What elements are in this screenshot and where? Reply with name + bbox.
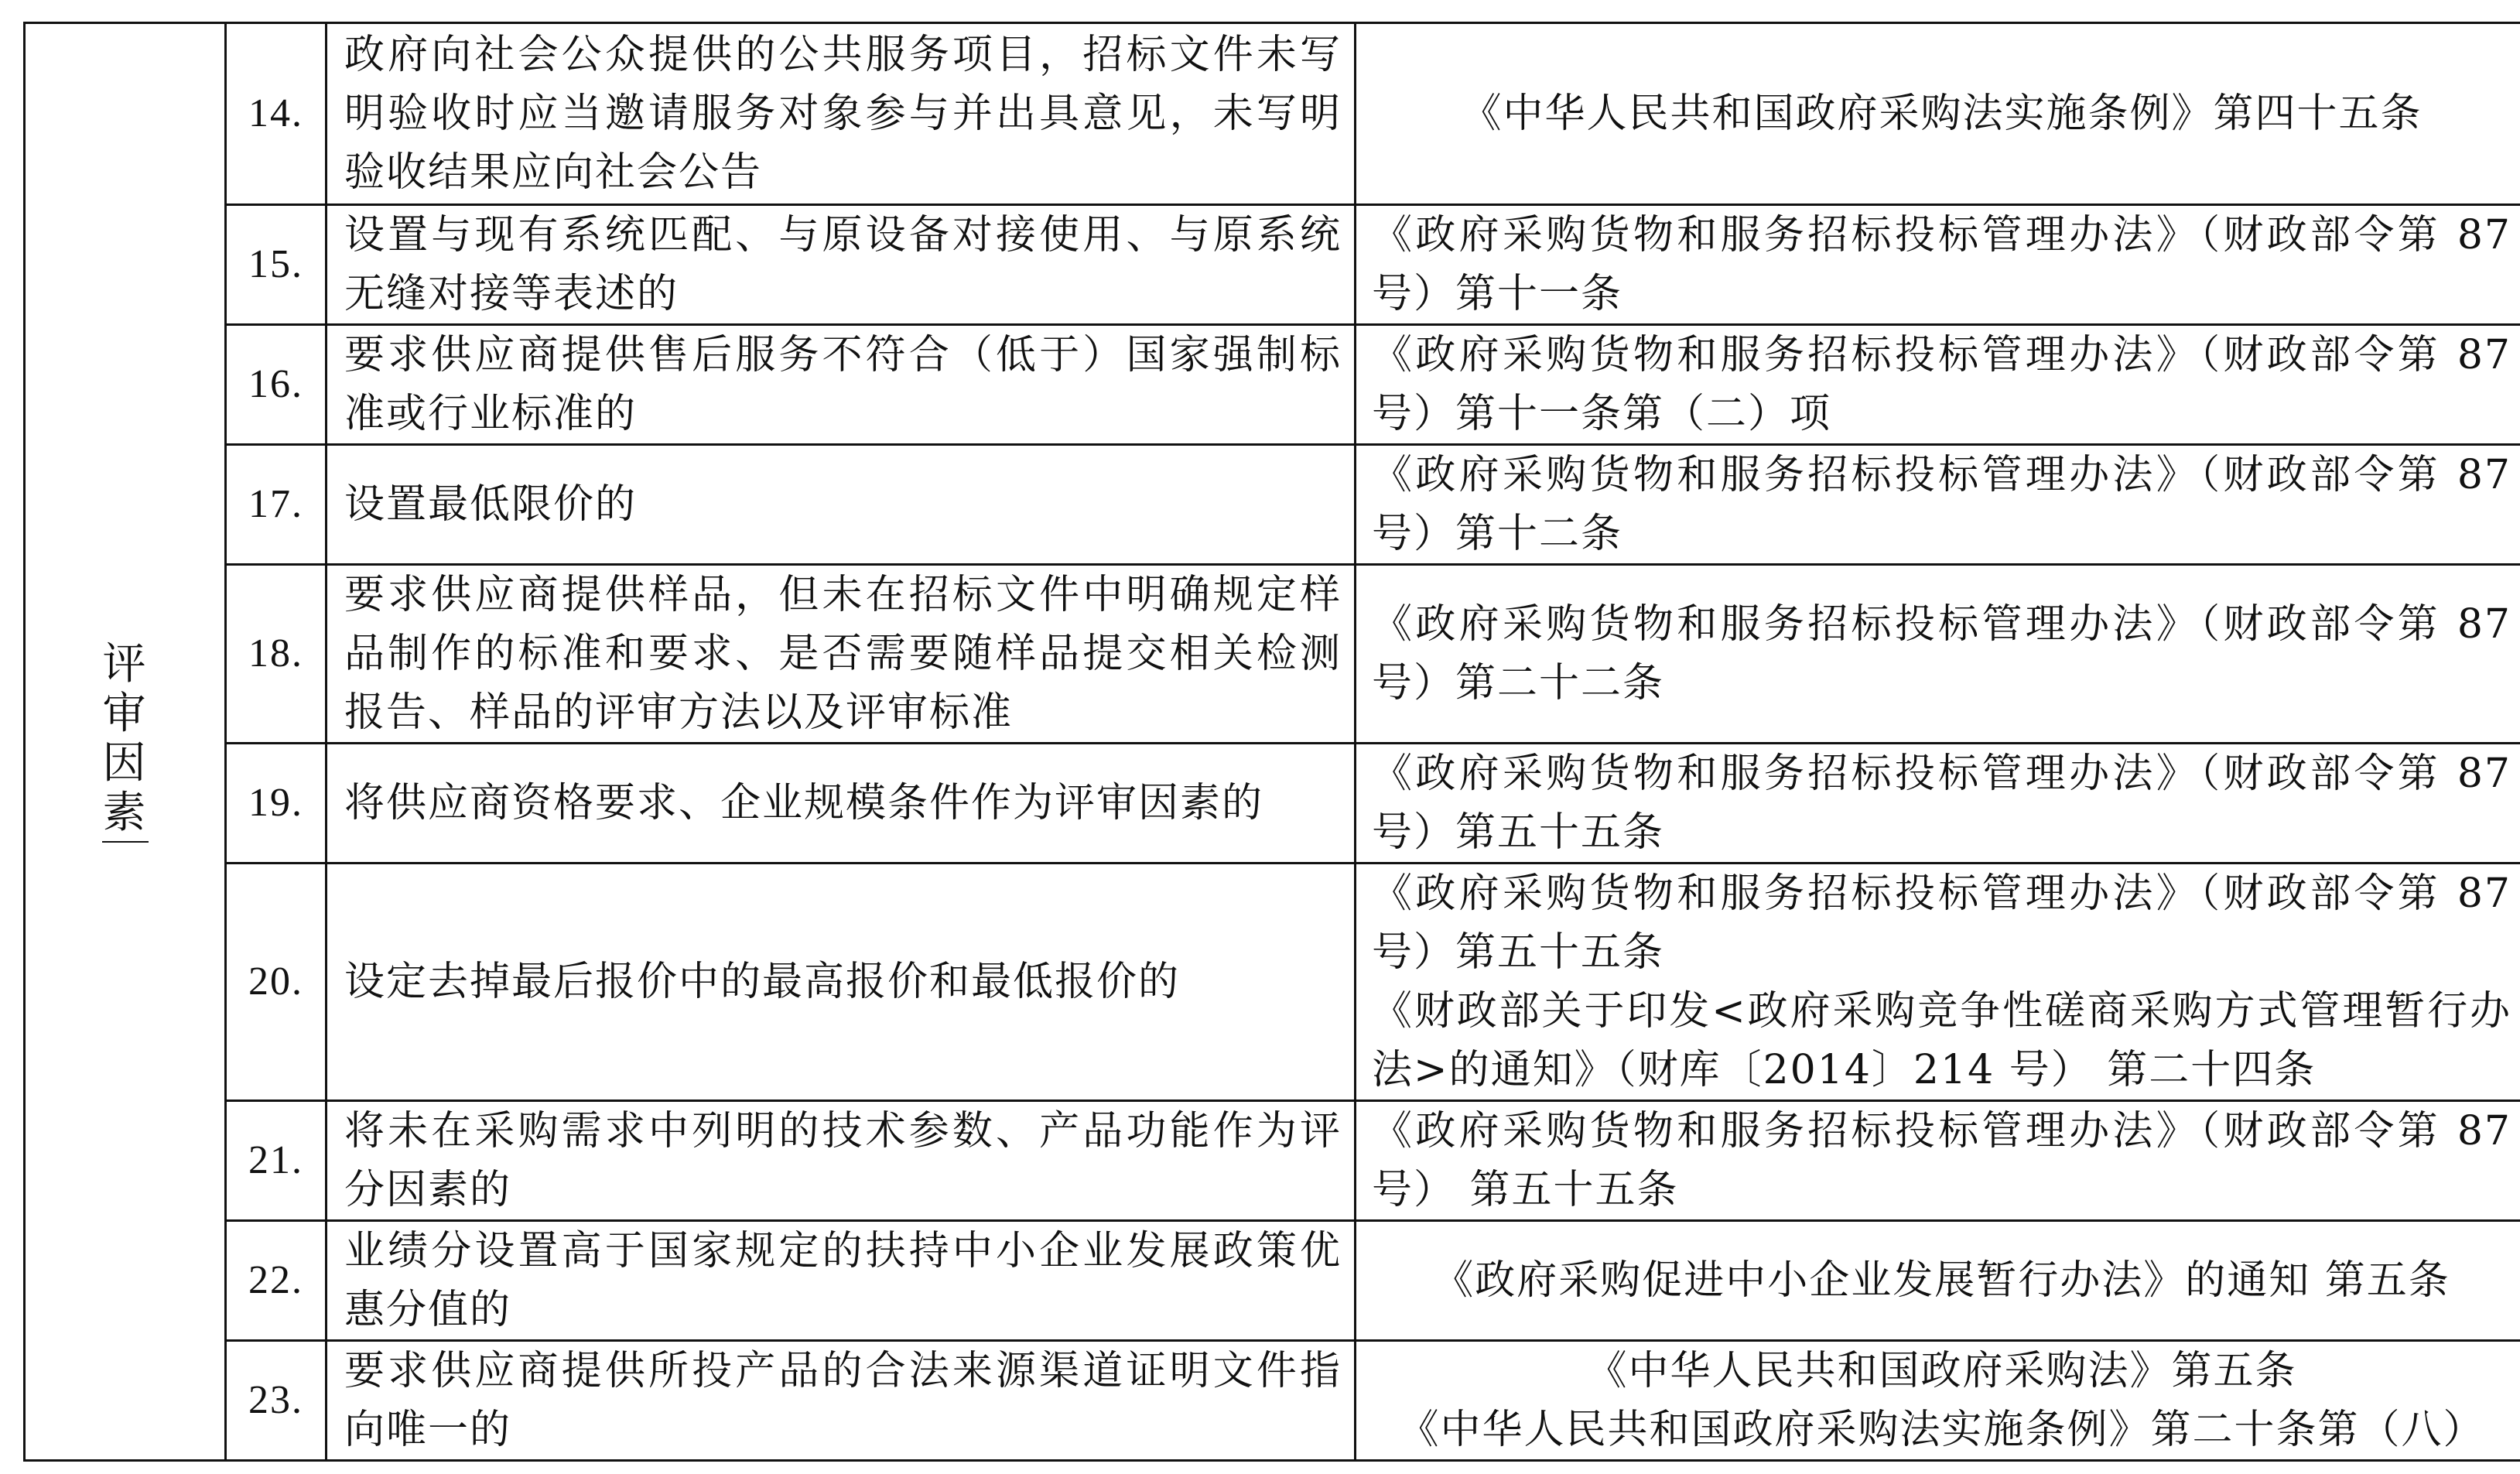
table-row [25,23,2520,205]
legal-basis-line: 《政府采购货物和服务招标投标管理办法》（财政部令第 87 号）第五十五条 [1372,751,2511,856]
table-row [25,325,2520,445]
issue-text: 将供应商资格要求、企业规模条件作为评审因素的 [327,744,1356,864]
table-row [25,864,2520,1101]
table-row [25,445,2520,565]
category-cell [25,23,226,1461]
issue-text: 政府向社会公众提供的公共服务项目，招标文件未写明验收时应当邀请服务对象参与并出具意见，未写明验收结果应向社会公告 [327,23,1356,205]
row-number: 23. [226,1341,327,1461]
table-row [25,1341,2520,1461]
row-number: 14. [226,23,327,205]
issue-text: 将未在采购需求中列明的技术参数、产品功能作为评分因素的 [327,1101,1356,1221]
issue-text: 业绩分设置高于国家规定的扶持中小企业发展政策优惠分值的 [327,1221,1356,1341]
legal-basis-line: 《政府采购货物和服务招标投标管理办法》（财政部令第 87 号）第十一条第（二）项 [1372,332,2511,437]
table-body [25,23,2520,1461]
issue-text: 设置最低限价的 [327,445,1356,565]
legal-basis [1356,205,2520,325]
table-row [25,744,2520,864]
legal-basis [1356,325,2520,445]
legal-basis [1356,23,2520,205]
row-number: 20. [226,864,327,1101]
legal-basis [1356,1341,2520,1461]
legal-basis-line: 《政府采购货物和服务招标投标管理办法》（财政部令第 87 号）第二十二条 [1372,601,2511,706]
legal-basis [1356,1101,2520,1221]
legal-basis [1356,565,2520,744]
table-row [25,1101,2520,1221]
legal-basis [1356,864,2520,1101]
issue-text: 设定去掉最后报价中的最高报价和最低报价的 [327,864,1356,1101]
legal-basis [1356,744,2520,864]
legal-basis-line: 《政府采购促进中小企业发展暂行办法》的通知 第五条 [1433,1257,2450,1304]
legal-basis-line: 《政府采购货物和服务招标投标管理办法》（财政部令第 87 号） 第五十五条 [1372,1108,2511,1213]
legal-basis [1356,445,2520,565]
category-label: 评审因素 [102,640,149,843]
legal-basis-line: 《中华人民共和国政府采购法实施条例》第四十五条 [1461,91,2423,137]
row-number: 17. [226,445,327,565]
review-factors-table [23,22,2520,1462]
legal-basis [1356,1221,2520,1341]
row-number: 19. [226,744,327,864]
table-row [25,205,2520,325]
legal-basis-line: 《政府采购货物和服务招标投标管理办法》（财政部令第 87 号）第十二条 [1372,452,2511,557]
legal-basis-line: 《中华人民共和国政府采购法》第五条 [1586,1348,2297,1394]
row-number: 21. [226,1101,327,1221]
legal-basis-line: 《中华人民共和国政府采购法实施条例》第二十条第（八） [1398,1407,2485,1453]
row-number: 18. [226,565,327,744]
issue-text: 要求供应商提供所投产品的合法来源渠道证明文件指向唯一的 [327,1341,1356,1461]
row-number: 22. [226,1221,327,1341]
legal-basis-line: 《政府采购货物和服务招标投标管理办法》（财政部令第 87 号）第五十五条 [1372,870,2511,976]
row-number: 15. [226,205,327,325]
issue-text: 设置与现有系统匹配、与原设备对接使用、与原系统无缝对接等表述的 [327,205,1356,325]
issue-text: 要求供应商提供售后服务不符合（低于）国家强制标准或行业标准的 [327,325,1356,445]
table-row [25,1221,2520,1341]
legal-basis-line: 《财政部关于印发<政府采购竞争性磋商采购方式管理暂行办法>的通知》（财库〔2014〕214 号） 第二十四条 [1372,988,2511,1093]
table-row [25,565,2520,744]
row-number: 16. [226,325,327,445]
issue-text: 要求供应商提供样品，但未在招标文件中明确规定样品制作的标准和要求、是否需要随样品提交相关检测报告、样品的评审方法以及评审标准 [327,565,1356,744]
legal-basis-line: 《政府采购货物和服务招标投标管理办法》（财政部令第 87 号）第十一条 [1372,212,2511,317]
